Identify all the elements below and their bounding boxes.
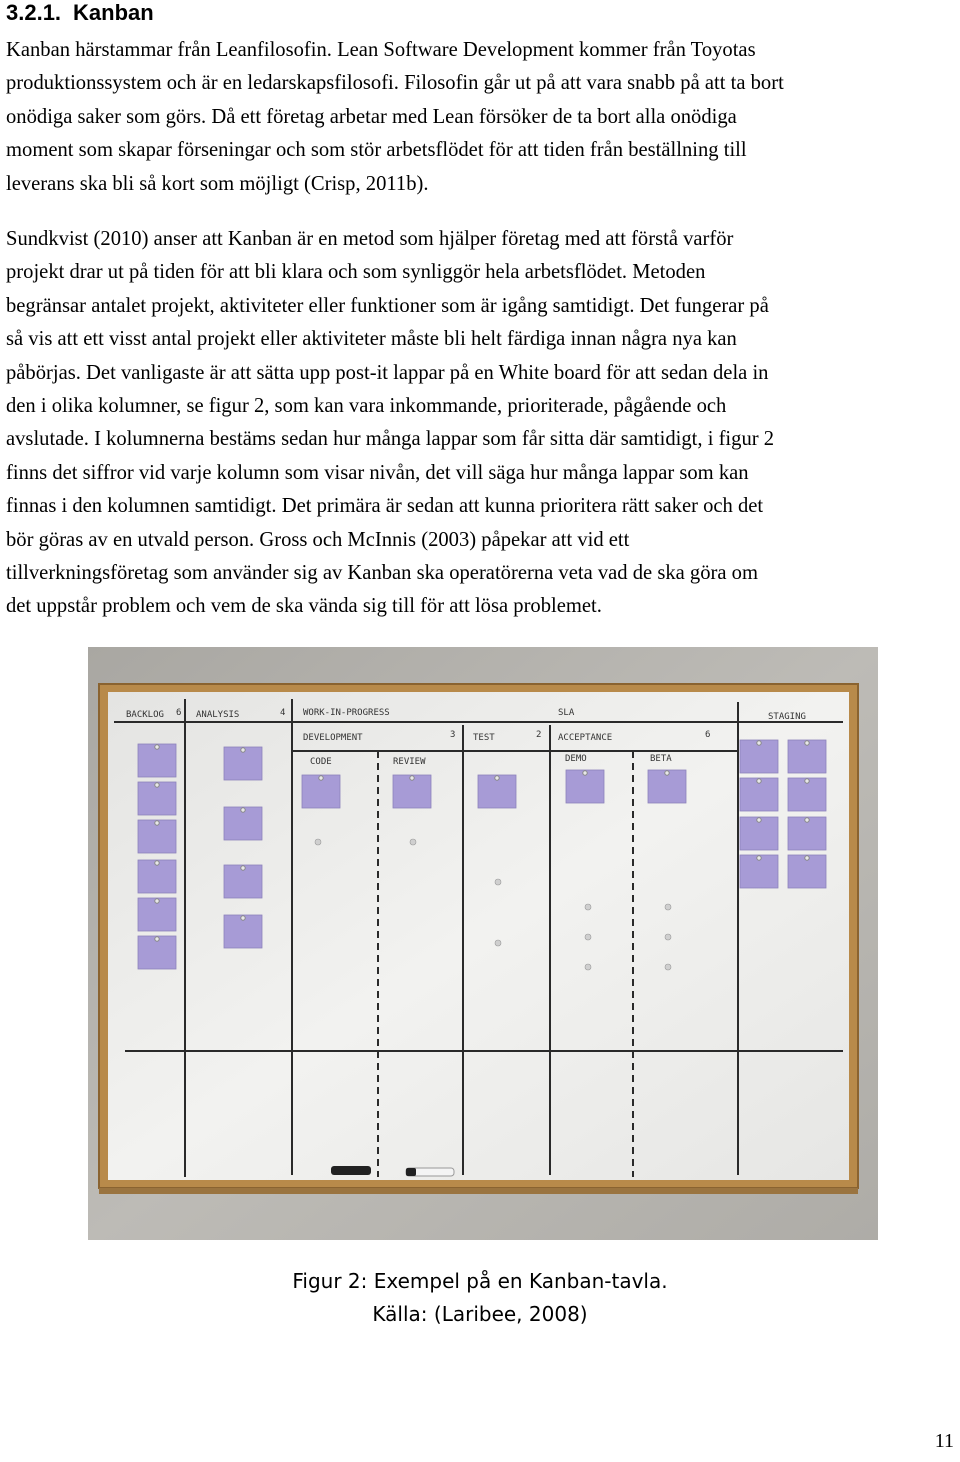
pin-magnet (665, 771, 669, 775)
test-limit: 2 (536, 730, 542, 740)
section-heading (6, 0, 154, 26)
text-line: moment som skapar förseningar och som stör arbetsflödet för att tiden från beställning till (6, 139, 747, 162)
spare-magnet (410, 839, 416, 845)
paragraph-2 (6, 223, 956, 624)
pin-magnet (495, 776, 499, 780)
pin-magnet (757, 856, 761, 860)
pin-magnet (155, 899, 159, 903)
section-title: Kanban (73, 0, 154, 25)
spare-magnet (585, 904, 591, 910)
pin-magnet (241, 748, 245, 752)
pin-magnet (583, 771, 587, 775)
spare-magnet (315, 839, 321, 845)
backlog-label: BACKLOG (126, 710, 164, 720)
staging-label: STAGING (768, 712, 806, 722)
text-line: leverans ska bli så kort som möjligt (Crisp, 2011b). (6, 172, 429, 195)
section-number: 3.2.1. (6, 0, 62, 25)
kanban-board-illustration (88, 647, 878, 1240)
text-line: onödiga saker som görs. Då ett företag arbetar med Lean försöker de ta bort alla onödiga (6, 105, 737, 128)
text-line: finnas i den kolumnen samtidigt. Det primära är sedan att kunna prioritera rätt saker och det (6, 495, 764, 518)
pin-magnet (757, 779, 761, 783)
test-label: TEST (473, 733, 495, 743)
spare-magnet (665, 964, 671, 970)
text-line: tillverkningsföretag som använder sig av Kanban ska operatörerna veta vad de ska göra om (6, 562, 758, 585)
text-line: bör göras av en utvald person. Gross och McInnis (2003) påpekar att vid ett (6, 528, 630, 551)
analysis-label: ANALYSIS (196, 710, 240, 720)
code-label: CODE (310, 757, 332, 767)
beta-label: BETA (650, 754, 672, 764)
pin-magnet (155, 821, 159, 825)
pin-magnet (155, 783, 159, 787)
text-line: påbörjas. Det vanligaste är att sätta upp post-it lappar på en White board för att sedan dela in (6, 361, 769, 384)
review-label: REVIEW (393, 757, 426, 767)
paragraph-1 (6, 34, 956, 201)
spare-magnet (585, 934, 591, 940)
acceptance-limit: 6 (705, 730, 711, 740)
text-line: Sundkvist (2010) anser att Kanban är en metod som hjälper företag med att förstå varför (6, 228, 734, 250)
figure-source: Källa: (Laribee, 2008) (372, 1302, 588, 1326)
text-line: finns det siffror vid varje kolumn som visar nivån, det vill säga hur många lappar som kan (6, 461, 749, 484)
development-label: DEVELOPMENT (303, 733, 363, 743)
pin-magnet (757, 818, 761, 822)
pin-magnet (805, 741, 809, 745)
pin-magnet (155, 745, 159, 749)
pin-magnet (805, 856, 809, 860)
spare-magnet (665, 904, 671, 910)
marker-tray (99, 1188, 858, 1194)
pin-magnet (155, 937, 159, 941)
text-line: den i olika kolumner, se figur 2, som kan vara inkommande, prioriterade, pågående och (6, 395, 727, 418)
spare-magnet (585, 964, 591, 970)
text-line: Kanban härstammar från Leanfilosofin. Lean Software Development kommer från Toyotas (6, 39, 756, 61)
sla-label: SLA (558, 708, 575, 718)
pin-magnet (410, 776, 414, 780)
text-line: projekt drar ut på tiden för att bli klara och som synliggör hela arbetsflödet. Metoden (6, 261, 706, 284)
analysis-limit: 4 (280, 708, 286, 718)
spare-magnet (665, 934, 671, 940)
text-line: avslutade. I kolumnerna bestäms sedan hur många lappar som får sitta där samtidigt, i figur 2 (6, 428, 775, 451)
pin-magnet (241, 808, 245, 812)
demo-label: DEMO (565, 754, 587, 764)
marker-cap (406, 1168, 416, 1176)
pin-magnet (241, 916, 245, 920)
text-line: produktionssystem och är en ledarskapsfilosofi. Filosofin går ut på att vara snabb på att ta bort (6, 72, 784, 95)
black-marker (331, 1166, 371, 1175)
spare-magnet (495, 879, 501, 885)
page-number: 11 (934, 1430, 954, 1452)
pin-magnet (319, 776, 323, 780)
pin-magnet (805, 818, 809, 822)
wip-label: WORK-IN-PROGRESS (303, 708, 390, 718)
pin-magnet (757, 741, 761, 745)
spare-magnet (495, 940, 501, 946)
acceptance-label: ACCEPTANCE (558, 733, 613, 743)
development-limit: 3 (450, 730, 456, 740)
text-line: begränsar antalet projekt, aktiviteter eller funktioner som är igång samtidigt. Det fungerar på (6, 294, 769, 317)
backlog-limit: 6 (176, 708, 182, 718)
pin-magnet (241, 866, 245, 870)
figure-caption: Figur 2: Exempel på en Kanban-tavla. (292, 1269, 668, 1293)
pin-magnet (155, 861, 159, 865)
pin-magnet (805, 779, 809, 783)
kanban-board-photo (88, 647, 878, 1240)
text-line: det uppstår problem och vem de ska vända sig till för att lösa problemet. (6, 595, 602, 618)
text-line: så vis att ett visst antal projekt eller aktiviteter måste bli helt färdiga innan några nya kan (6, 328, 737, 351)
